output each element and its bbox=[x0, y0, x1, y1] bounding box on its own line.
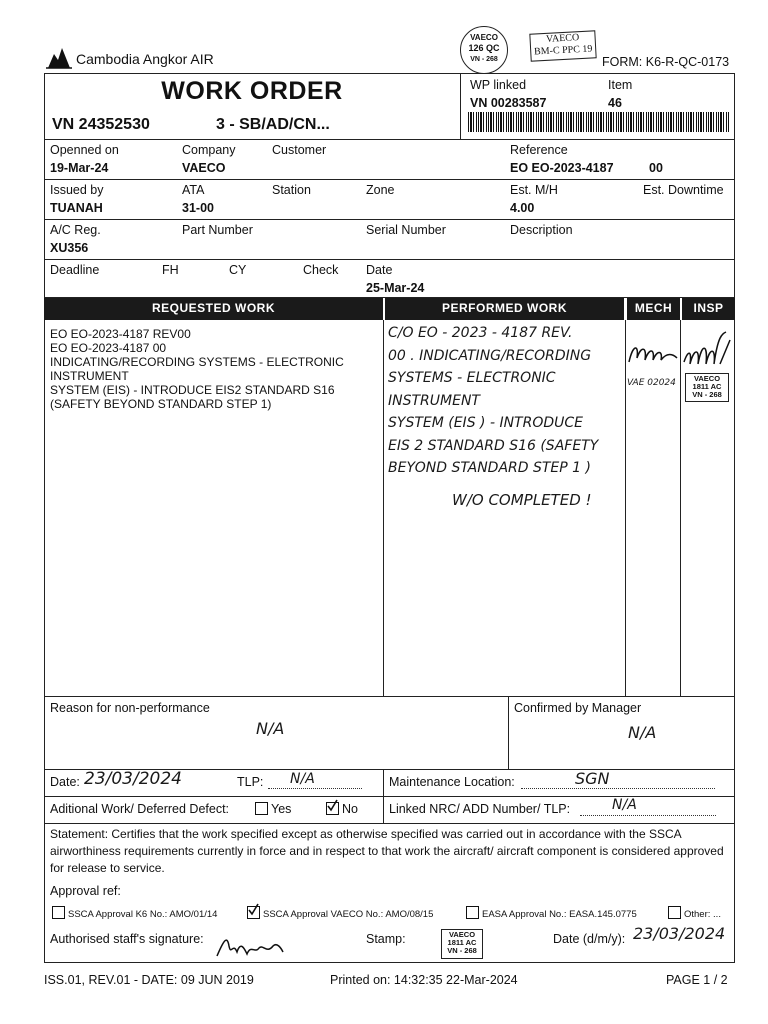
approval-k6-checkbox[interactable] bbox=[52, 906, 65, 919]
reference-revision: 00 bbox=[649, 161, 663, 175]
part-number-label: Part Number bbox=[182, 223, 253, 237]
reason-label: Reason for non-performance bbox=[50, 701, 210, 715]
stamp-label: Stamp: bbox=[366, 932, 406, 946]
tlp-label: TLP: bbox=[237, 775, 264, 789]
confirmed-value: N/A bbox=[628, 723, 657, 742]
date-row-label: Date: bbox=[50, 775, 80, 789]
wp-linked-label: WP linked bbox=[470, 78, 527, 92]
serial-number-label: Serial Number bbox=[366, 223, 446, 237]
mech-header: MECH bbox=[634, 301, 673, 315]
deadline-date-value: 25-Mar-24 bbox=[366, 281, 425, 295]
performed-work-handwriting: C/O EO - 2023 - 4187 REV. 00 . INDICATING/RECORDING SYSTEMS - ELECTRONIC INSTRUMENT SYSTEM (EIS ) - INTRODUCE EIS 2 STANDARD S16 (SAFETY BEYOND STANDARD STEP 1 ) bbox=[388, 325, 599, 476]
approval-k6-label: SSCA Approval K6 No.: AMO/01/14 bbox=[68, 909, 218, 920]
date-label: Date bbox=[366, 263, 393, 277]
date-row-value: 23/03/2024 bbox=[84, 769, 182, 789]
maintenance-location-value: SGN bbox=[575, 769, 610, 788]
no-label: No bbox=[342, 802, 358, 816]
ata-label: ATA bbox=[182, 183, 205, 197]
release-stamp: VAECO 1811 AC VN - 268 bbox=[441, 929, 483, 959]
ata-value: 31-00 bbox=[182, 201, 214, 215]
item-label: Item bbox=[608, 78, 633, 92]
work-completed-note: W/O COMPLETED ! bbox=[452, 491, 592, 509]
approval-easa-label: EASA Approval No.: EASA.145.0775 bbox=[482, 909, 637, 920]
approval-option-k6[interactable] bbox=[52, 906, 217, 920]
work-order-number: VN 24352530 bbox=[52, 116, 150, 133]
est-mh-value: 4.00 bbox=[510, 201, 535, 215]
additional-yes-option[interactable] bbox=[255, 802, 291, 816]
station-label: Station bbox=[272, 183, 311, 197]
check-mark-icon bbox=[247, 903, 260, 916]
wp-linked-value: VN 00283587 bbox=[470, 96, 547, 110]
page-number: PAGE 1 / 2 bbox=[666, 973, 728, 987]
insp-header: INSP bbox=[693, 301, 724, 315]
performed-work-header: PERFORMED WORK bbox=[442, 301, 567, 315]
statement-text: Statement: Certifies that the work specified except as otherwise specified was carried out in accordance with the SSCA airworthiness requirements currently in force and in respect to that work the aircraft/ aircraft component is considered approved for release to service. bbox=[50, 827, 724, 875]
opened-on-value: 19-Mar-24 bbox=[50, 161, 109, 175]
rect-stamp: VAECO BM-C PPC 19 bbox=[529, 30, 596, 61]
printed-on: Printed on: 14:32:35 22-Mar-2024 bbox=[330, 973, 518, 987]
angkor-logo-icon bbox=[44, 44, 74, 70]
approval-ref-label: Approval ref: bbox=[50, 884, 121, 898]
no-checkbox[interactable] bbox=[326, 802, 339, 815]
confirmed-label: Confirmed by Manager bbox=[514, 701, 642, 715]
round-stamp: VAECO 126 QC VN - 268 bbox=[460, 26, 508, 74]
approval-easa-checkbox[interactable] bbox=[466, 906, 479, 919]
form-number: FORM: K6-R-QC-0173 bbox=[602, 55, 730, 69]
airline-logo bbox=[44, 44, 74, 70]
item-value: 46 bbox=[608, 96, 622, 110]
reference-value: EO EO-2023-4187 bbox=[510, 161, 614, 175]
airline-name: Cambodia Angkor AIR bbox=[76, 51, 214, 67]
signature-date-value: 23/03/2024 bbox=[633, 924, 726, 943]
mech-signature bbox=[627, 340, 679, 370]
ac-reg-label: A/C Reg. bbox=[50, 223, 101, 237]
requested-work-text: EO EO-2023-4187 REV00 EO EO-2023-4187 00 INDICATING/RECORDING SYSTEMS - ELECTRONIC INSTRUMENT SYSTEM (EIS) - INTRODUCE EIS2 STANDARD S16 (SAFETY BEYOND STANDARD STEP 1) bbox=[50, 327, 344, 411]
maintenance-location-label: Maintenance Location: bbox=[389, 775, 515, 789]
work-order-type: 3 - SB/AD/CN... bbox=[216, 116, 330, 133]
additional-work-label: Aditional Work/ Deferred Defect: bbox=[50, 802, 230, 816]
customer-label: Customer bbox=[272, 143, 327, 157]
issued-by-label: Issued by bbox=[50, 183, 104, 197]
zone-label: Zone bbox=[366, 183, 395, 197]
opened-on-label: Openned on bbox=[50, 143, 119, 157]
yes-label: Yes bbox=[271, 802, 292, 816]
additional-no-option[interactable] bbox=[326, 802, 358, 816]
approval-other-label: Other: ... bbox=[684, 909, 721, 920]
est-downtime-label: Est. Downtime bbox=[643, 183, 724, 197]
requested-work-header: REQUESTED WORK bbox=[151, 301, 275, 315]
insp-signature bbox=[682, 330, 734, 370]
insp-stamp: VAECO 1811 AC VN - 268 bbox=[685, 373, 729, 402]
authorised-signature bbox=[215, 932, 285, 960]
document-title: WORK ORDER bbox=[161, 77, 343, 105]
company-value: VAECO bbox=[182, 161, 226, 175]
barcode bbox=[468, 112, 730, 132]
company-label: Company bbox=[182, 143, 236, 157]
issue-revision: ISS.01, REV.01 - DATE: 09 JUN 2019 bbox=[44, 973, 254, 987]
mech-date: VAE 02024 bbox=[627, 378, 676, 388]
deadline-label: Deadline bbox=[50, 263, 100, 277]
description-label: Description bbox=[510, 223, 573, 237]
approval-option-vaeco[interactable] bbox=[247, 906, 433, 920]
yes-checkbox[interactable] bbox=[255, 802, 268, 815]
approval-option-other[interactable] bbox=[668, 906, 721, 920]
authorised-signature-label: Authorised staff's signature: bbox=[50, 932, 204, 946]
approval-vaeco-checkbox[interactable] bbox=[247, 906, 260, 919]
check-mark-icon bbox=[326, 799, 339, 812]
linked-nrc-value: N/A bbox=[612, 797, 637, 813]
reason-value: N/A bbox=[256, 719, 285, 738]
tlp-value: N/A bbox=[290, 771, 315, 787]
check-label: Check bbox=[303, 263, 339, 277]
approval-option-easa[interactable] bbox=[466, 906, 637, 920]
ac-reg-value: XU356 bbox=[50, 241, 89, 255]
fh-label: FH bbox=[162, 263, 179, 277]
approval-other-checkbox[interactable] bbox=[668, 906, 681, 919]
est-mh-label: Est. M/H bbox=[510, 183, 558, 197]
reference-label: Reference bbox=[510, 143, 568, 157]
issued-by-value: TUANAH bbox=[50, 201, 103, 215]
approval-vaeco-label: SSCA Approval VAECO No.: AMO/08/15 bbox=[263, 909, 434, 920]
linked-nrc-label: Linked NRC/ ADD Number/ TLP: bbox=[389, 802, 571, 816]
cy-label: CY bbox=[229, 263, 247, 277]
signature-date-label: Date (d/m/y): bbox=[553, 932, 626, 946]
